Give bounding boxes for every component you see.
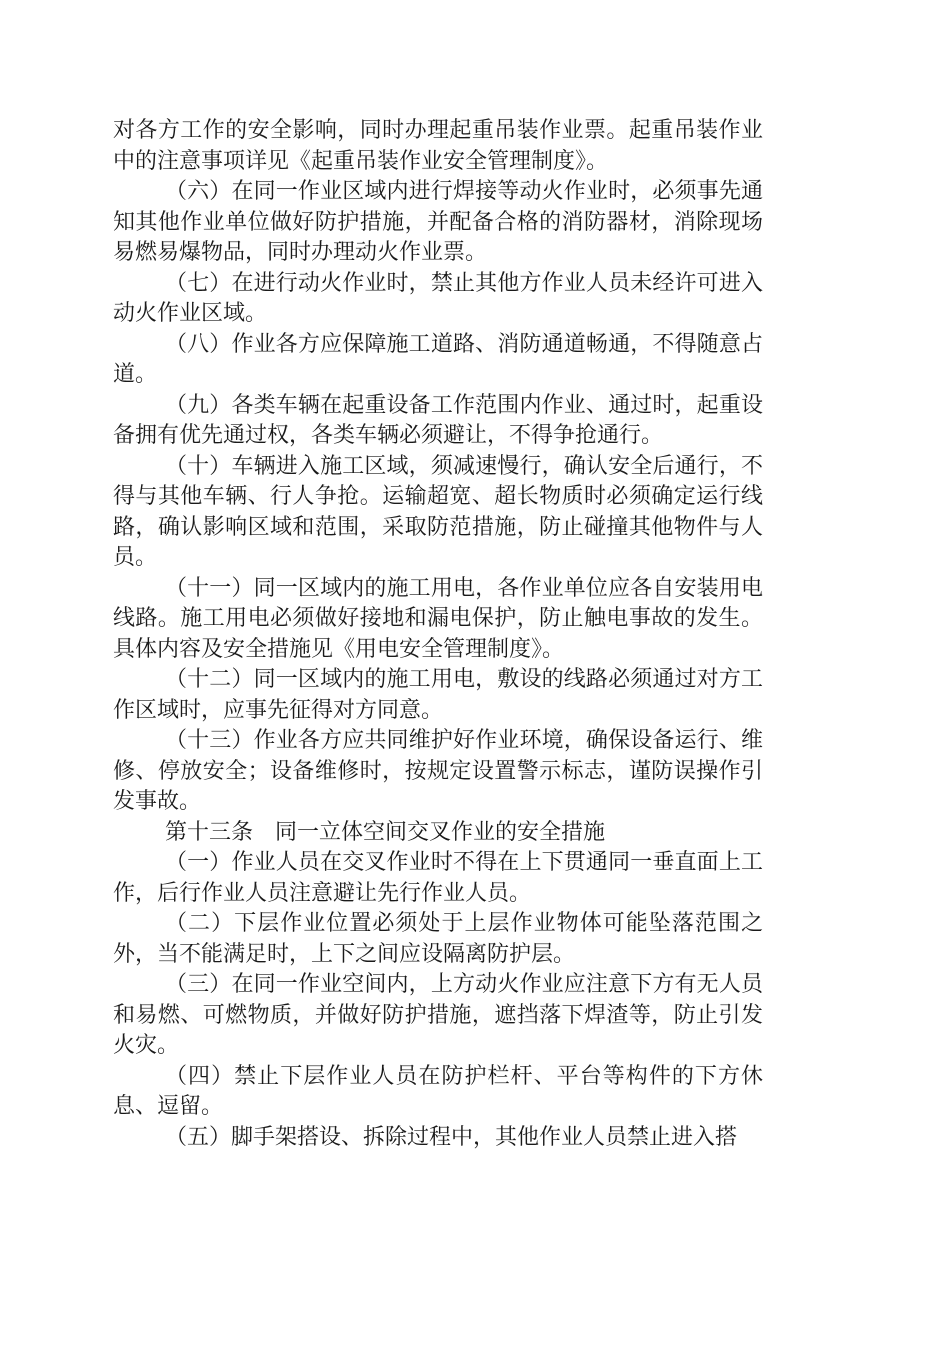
paragraph-article13-item-4: （四）禁止下层作业人员在防护栏杆、平台等构件的下方休息、逗留。 xyxy=(113,1063,763,1119)
paragraph-item-7: （七）在进行动火作业时，禁止其他方作业人员未经许可进入动火作业区域。 xyxy=(113,270,763,326)
paragraph-item-11: （十一）同一区域内的施工用电，各作业单位应各自安装用电线路。施工用电必须做好接地和漏电保护，防止触电事故的发生。具体内容及安全措施见《用电安全管理制度》。 xyxy=(113,575,763,662)
paragraph-item-6: （六）在同一作业区域内进行焊接等动火作业时，必须事先通知其他作业单位做好防护措施，并配备合格的消防器材，消除现场易燃易爆物品，同时办理动火作业票。 xyxy=(113,179,763,265)
paragraph-article13-item-1: （一）作业人员在交叉作业时不得在上下贯通同一垂直面上工作，后行作业人员注意避让先行作业人员。 xyxy=(113,850,763,906)
paragraph-item-10: （十）车辆进入施工区域，须减速慢行，确认安全后通行，不得与其他车辆、行人争抢。运输超宽、超长物质时必须确定运行线路，确认影响区域和范围，采取防范措施，防止碰撞其他物件与人员。 xyxy=(113,453,763,570)
paragraph-article13-item-3: （三）在同一作业空间内，上方动火作业应注意下方有无人员和易燃、可燃物质，并做好防护措施，遮挡落下焊渣等，防止引发火灾。 xyxy=(113,972,763,1058)
document-body xyxy=(113,116,763,1153)
paragraph-article13-item-2: （二）下层作业位置必须处于上层作业物体可能坠落范围之外，当不能满足时，上下之间应设隔离防护层。 xyxy=(113,911,763,967)
paragraph-item-9: （九）各类车辆在起重设备工作范围内作业、通过时，起重设备拥有优先通过权，各类车辆必须避让，不得争抢通行。 xyxy=(113,392,763,448)
paragraph-item-12: （十二）同一区域内的施工用电，敷设的线路必须通过对方工作区域时，应事先征得对方同意。 xyxy=(113,667,763,723)
paragraph-continuation: 对各方工作的安全影响，同时办理起重吊装作业票。起重吊装作业中的注意事项详见《起重吊装作业安全管理制度》。 xyxy=(113,118,763,174)
article-13-heading: 第十三条 同一立体空间交叉作业的安全措施 xyxy=(165,819,606,845)
paragraph-item-13: （十三）作业各方应共同维护好作业环境，确保设备运行、维修、停放安全；设备维修时，按规定设置警示标志，谨防误操作引发事故。 xyxy=(113,728,763,814)
paragraph-article13-item-5: （五）脚手架搭设、拆除过程中，其他作业人员禁止进入搭 xyxy=(165,1124,738,1150)
paragraph-item-8: （八）作业各方应保障施工道路、消防通道畅通，不得随意占道。 xyxy=(113,331,763,387)
